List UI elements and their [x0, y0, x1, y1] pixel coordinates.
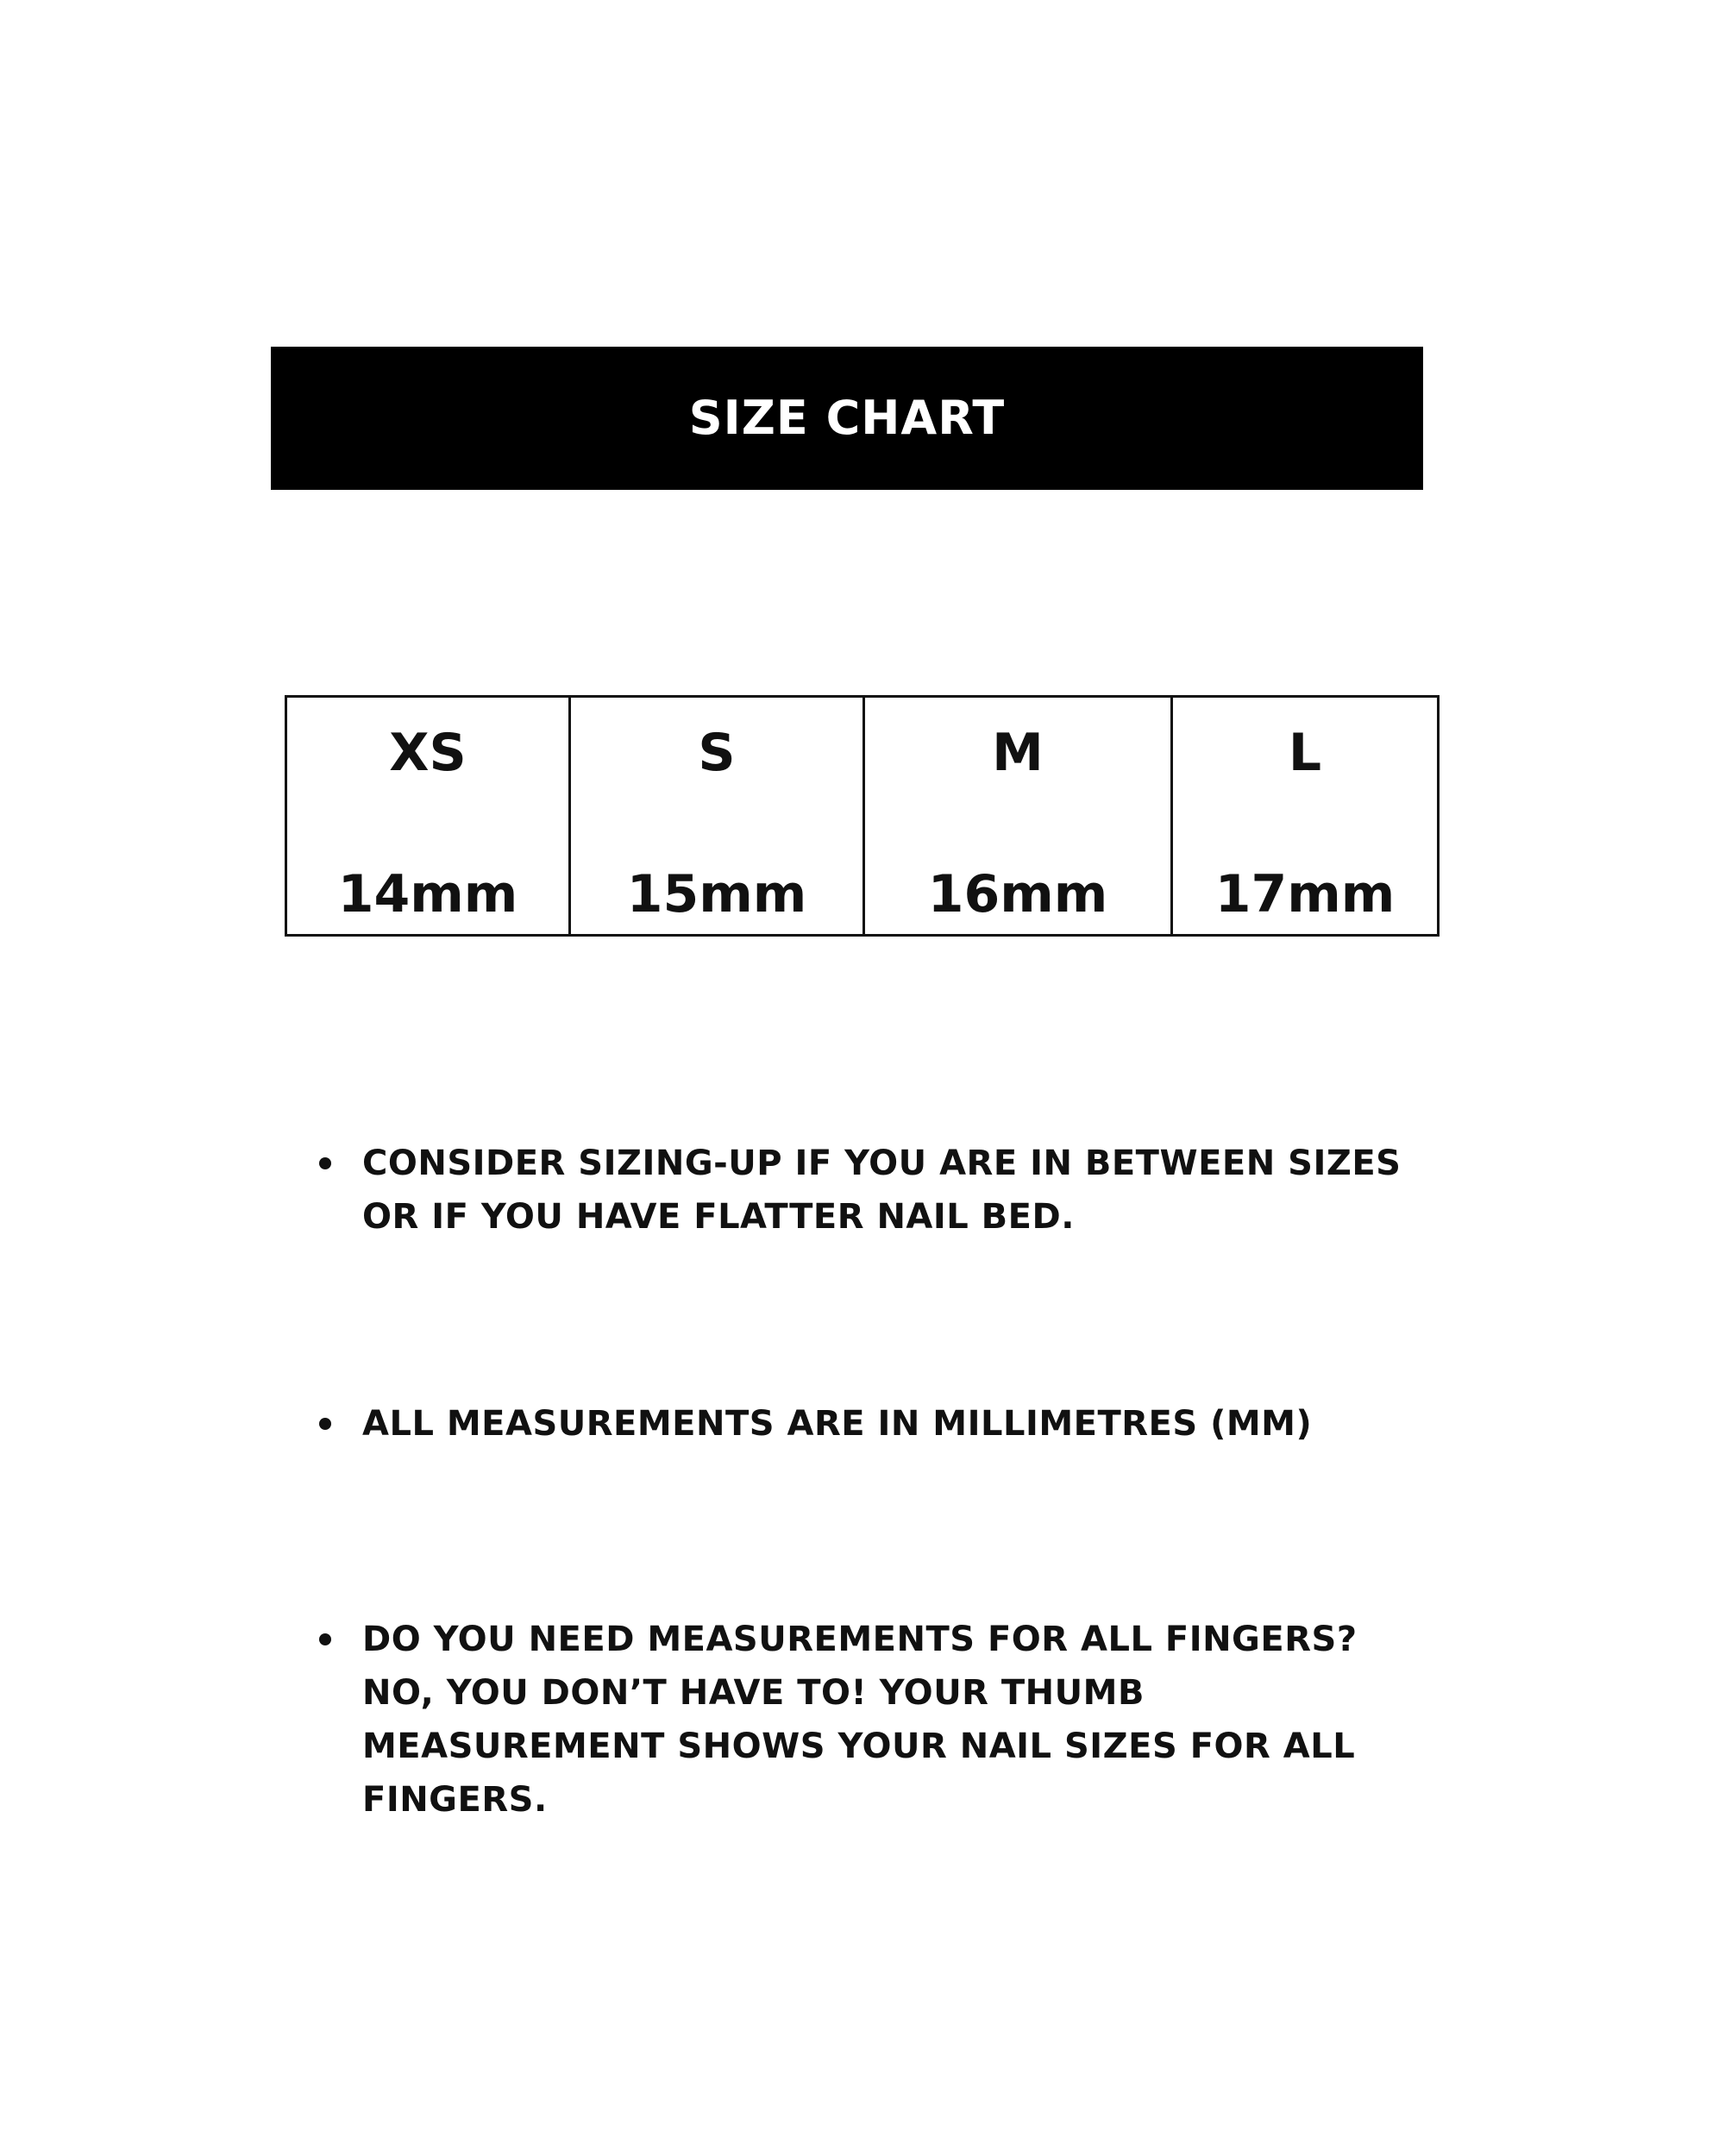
size-cell-m [864, 697, 1172, 936]
note-line: OR IF YOU HAVE FLATTER NAIL BED. [362, 1197, 1075, 1237]
size-label: S [698, 723, 736, 783]
size-cell-s [570, 697, 864, 936]
note-line: MEASUREMENT SHOWS YOUR NAIL SIZES FOR ALL [362, 1727, 1356, 1766]
note-line: CONSIDER SIZING-UP IF YOU ARE IN BETWEEN SIZES [362, 1144, 1402, 1183]
note-line: DO YOU NEED MEASUREMENTS FOR ALL FINGERS? [362, 1620, 1358, 1659]
note-sizing-up [319, 1137, 1440, 1244]
bullet-icon [319, 1633, 331, 1645]
size-value: 14mm [337, 864, 518, 924]
note-line: FINGERS. [362, 1780, 548, 1820]
size-label: M [992, 723, 1044, 783]
size-cell-xs [286, 697, 570, 936]
size-label: XS [389, 723, 467, 783]
note-line: ALL MEASUREMENTS ARE IN MILLIMETRES (MM) [362, 1404, 1313, 1444]
size-cell-l [1172, 697, 1439, 936]
bullet-icon [319, 1157, 331, 1169]
size-label: L [1288, 723, 1322, 783]
title-banner [271, 347, 1423, 490]
note-thumb-measurement [319, 1613, 1440, 1827]
note-text [362, 1137, 1432, 1244]
size-value: 16mm [927, 864, 1108, 924]
bullet-icon [319, 1418, 331, 1430]
note-text [362, 1613, 1432, 1827]
page-title: SIZE CHART [688, 391, 1006, 445]
note-text [362, 1397, 1432, 1451]
size-table [285, 695, 1440, 937]
size-row [286, 697, 1439, 936]
note-units [319, 1397, 1440, 1451]
note-line: NO, YOU DON’T HAVE TO! YOUR THUMB [362, 1673, 1145, 1713]
size-value: 17mm [1214, 864, 1396, 924]
size-value: 15mm [626, 864, 807, 924]
